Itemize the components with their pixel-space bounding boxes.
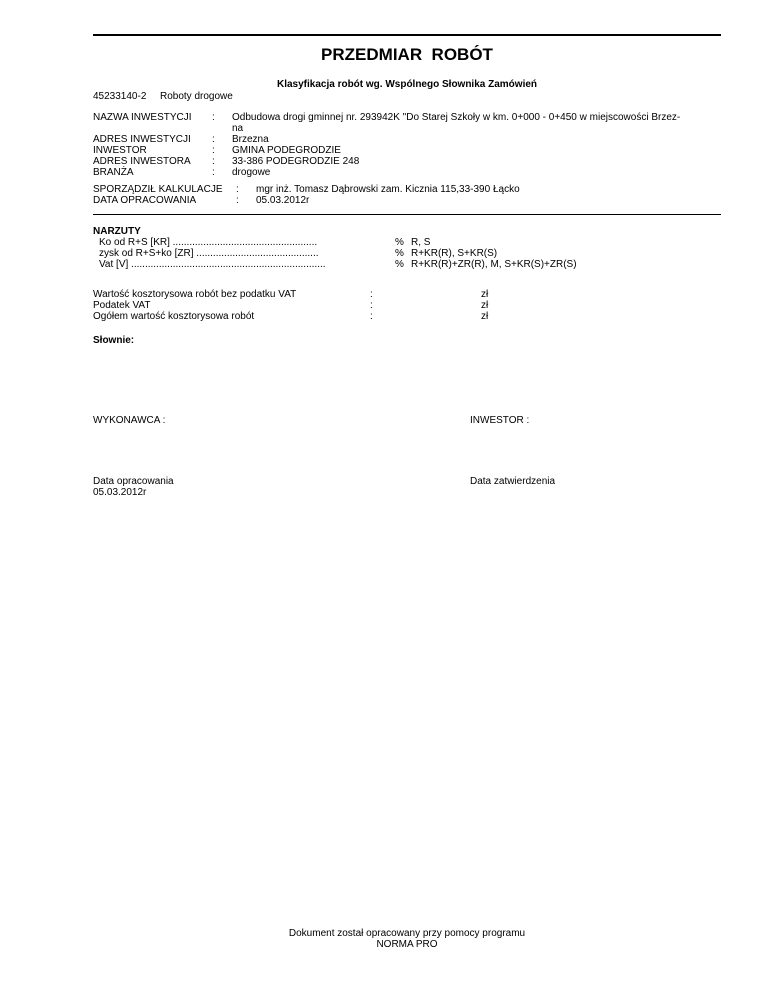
narzuty-heading: NARZUTY (93, 226, 141, 237)
slownie-label: Słownie: (93, 335, 135, 346)
total-colon: : (370, 289, 373, 300)
investor-label: INWESTOR : (470, 415, 530, 426)
prepared-by-value: mgr inż. Tomasz Dąbrowski zam. Kicznia 115,33-390 Łącko (256, 184, 520, 195)
field-colon: : (212, 145, 215, 156)
field-value: GMINA PODEGRODZIE (232, 145, 341, 156)
field-value: Odbudowa drogi gminnej nr. 293942K "Do Starej Szkoły w km. 0+000 - 0+450 w miejscowości Brzez- (232, 112, 681, 123)
total-label: Ogółem wartość kosztorysowa robót (93, 311, 255, 322)
field-colon: : (212, 112, 215, 123)
field-value: 33-386 PODEGRODZIE 248 (232, 156, 360, 167)
field-label: INWESTOR (93, 145, 147, 156)
narzuty-row-basis: R, S (411, 237, 431, 248)
narzuty-row-unit: % (395, 237, 404, 248)
field-colon: : (212, 167, 215, 178)
prepared-by-colon: : (236, 184, 239, 195)
narzuty-row-basis: R+KR(R)+ZR(R), M, S+KR(S)+ZR(S) (411, 259, 577, 270)
total-currency: zł (481, 311, 489, 322)
total-colon: : (370, 311, 373, 322)
date-prepared-value: 05.03.2012r (256, 195, 310, 206)
narzuty-row-label: zysk od R+S+ko [ZR] ............................................ (99, 248, 319, 259)
field-label: BRANŻA (93, 167, 134, 178)
field-label: ADRES INWESTORA (93, 156, 191, 167)
narzuty-row-unit: % (395, 248, 404, 259)
total-colon: : (370, 300, 373, 311)
approval-label: Data zatwierdzenia (470, 476, 556, 487)
date-block-label: Data opracowania (93, 476, 174, 487)
narzuty-row-unit: % (395, 259, 404, 270)
field-value: Brzezna (232, 134, 269, 145)
narzuty-row-label: Ko od R+S [KR] .................................................... (99, 237, 318, 248)
date-prepared-colon: : (236, 195, 239, 206)
classification-heading: Klasyfikacja robót wg. Wspólnego Słownika Zamówień (276, 79, 538, 90)
document-title: PRZEDMIAR ROBÓT (321, 45, 493, 64)
total-currency: zł (481, 300, 489, 311)
cpv-name: Roboty drogowe (160, 91, 233, 102)
field-value: drogowe (232, 167, 271, 178)
field-colon: : (212, 156, 215, 167)
field-value-continued: na (232, 123, 244, 134)
narzuty-row-basis: R+KR(R), S+KR(S) (411, 248, 498, 259)
date-block-value: 05.03.2012r (93, 487, 147, 498)
footer-line-1: Dokument został opracowany przy pomocy programu (288, 928, 526, 939)
narzuty-row-label: Vat [V] ...................................................................... (99, 259, 326, 270)
total-label: Podatek VAT (93, 300, 151, 311)
field-label: ADRES INWESTYCJI (93, 134, 191, 145)
total-currency: zł (481, 289, 489, 300)
field-colon: : (212, 134, 215, 145)
top-rule (93, 34, 721, 36)
prepared-by-label: SPORZĄDZIŁ KALKULACJE (93, 184, 223, 195)
date-prepared-label: DATA OPRACOWANIA (93, 195, 197, 206)
cpv-code: 45233140-2 (93, 91, 147, 102)
field-label: NAZWA INWESTYCJI (93, 112, 192, 123)
contractor-label: WYKONAWCA : (93, 415, 166, 426)
section-divider (93, 214, 721, 215)
footer-line-2: NORMA PRO (376, 939, 438, 950)
total-label: Wartość kosztorysowa robót bez podatku VAT (93, 289, 297, 300)
